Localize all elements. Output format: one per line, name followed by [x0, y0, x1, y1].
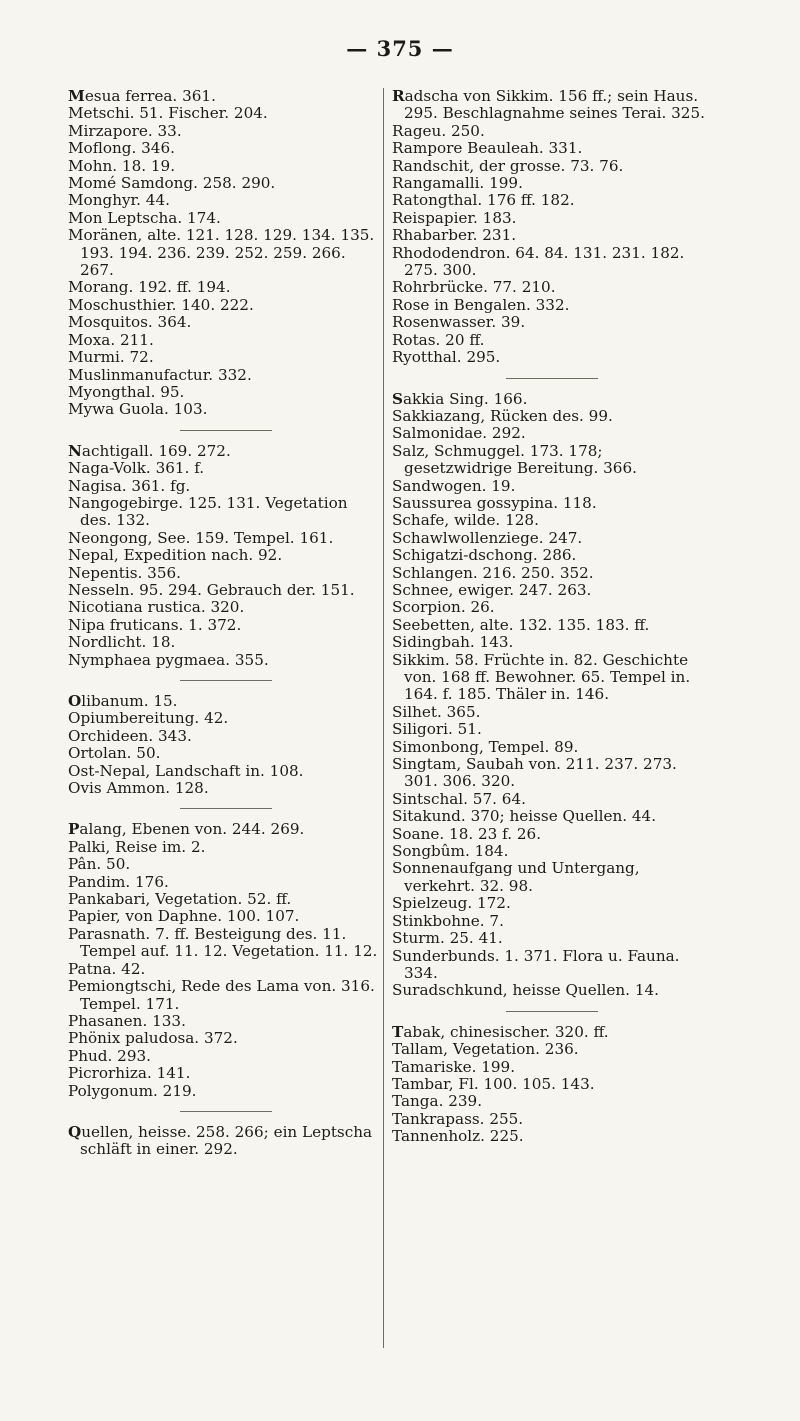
index-entry: Phud. 293.: [68, 1046, 151, 1065]
index-entry: Nipa fruticans. 1. 372.: [68, 615, 242, 634]
index-column-right: [392, 88, 712, 1146]
section-initial: P: [68, 820, 80, 839]
section-separator: [180, 808, 272, 809]
index-entry: Nachtigall. 169. 272.: [68, 441, 231, 460]
index-entry: Ortolan. 50.: [68, 744, 161, 763]
index-entry: Nepal, Expedition nach. 92.: [68, 546, 283, 565]
index-entry: Tamariske. 199.: [392, 1057, 516, 1076]
index-entry: Schlangen. 216. 250. 352.: [392, 563, 594, 582]
index-entry: Siligori. 51.: [392, 720, 482, 739]
index-entry: Pemiongtschi, Rede des Lama von. 316. Tempel. 171.: [68, 977, 375, 1013]
index-entry: Pandim. 176.: [68, 872, 169, 891]
index-entry: Palang, Ebenen von. 244. 269.: [68, 820, 305, 839]
index-column-left: [68, 88, 383, 1159]
index-entry: Radscha von Sikkim. 156 ff.; sein Haus. 295. Beschlagnahme seines Terai. 325.: [392, 87, 705, 123]
index-entry: Scorpion. 26.: [392, 598, 495, 617]
index-section: [68, 88, 383, 419]
index-entry: Ost-Nepal, Landschaft in. 108.: [68, 761, 304, 780]
index-entry: Phasanen. 133.: [68, 1011, 186, 1030]
index-entry: Olibanum. 15.: [68, 692, 178, 710]
index-entry: Singtam, Saubah von. 211. 237. 273. 301. 306. 320.: [392, 755, 677, 791]
index-entry: Opiumbereitung. 42.: [68, 709, 229, 728]
section-initial: N: [68, 441, 82, 460]
index-entry: Rose in Bengalen. 332.: [392, 295, 570, 314]
index-entry: Metschi. 51. Fischer. 204.: [68, 104, 268, 123]
index-entry: Mywa Guola. 103.: [68, 400, 208, 419]
index-entry: Patna. 42.: [68, 959, 146, 978]
section-initial: S: [392, 389, 403, 408]
index-section: [68, 443, 383, 669]
index-entry: Moxa. 211.: [68, 330, 154, 349]
index-entry: Nangogebirge. 125. 131. Vegetation des. 132.: [68, 493, 348, 530]
index-entry: Nymphaea pygmaea. 355.: [68, 650, 269, 669]
index-entry: Phönix paludosa. 372.: [68, 1029, 238, 1048]
index-entry: Ratongthal. 176 ff. 182.: [392, 191, 575, 210]
index-entry: Picrorhiza. 141.: [68, 1064, 191, 1083]
index-entry: Murmi. 72.: [68, 348, 154, 367]
index-entry: Mohn. 18. 19.: [68, 156, 176, 175]
index-entry: Nagisa. 361. fg.: [68, 476, 191, 495]
index-entry: Parasnath. 7. ff. Besteigung des. 11. Tempel auf. 11. 12. Vegetation. 11. 12.: [68, 924, 378, 961]
index-entry: Monghyr. 44.: [68, 191, 170, 210]
index-entry: Sidingbah. 143.: [392, 633, 514, 652]
section-initial: R: [392, 87, 405, 105]
index-entry: Tambar, Fl. 100. 105. 143.: [392, 1074, 595, 1093]
index-entry: Silhet. 365.: [392, 702, 481, 721]
index-entry: Songbûm. 184.: [392, 842, 509, 861]
index-entry: Moschusthier. 140. 222.: [68, 295, 254, 314]
index-entry: Tanga. 239.: [392, 1092, 483, 1111]
index-entry: Stinkbohne. 7.: [392, 911, 504, 930]
index-section: [68, 693, 383, 797]
index-entry: Nepentis. 356.: [68, 563, 181, 582]
index-entry: Tankrapass. 255.: [392, 1109, 524, 1128]
index-entry: Soane. 18. 23 f. 26.: [392, 824, 542, 843]
index-entry: Rosenwasser. 39.: [392, 313, 526, 332]
index-entry: Tabak, chinesischer. 320. ff.: [392, 1022, 609, 1041]
index-section: [392, 391, 712, 1000]
index-entry: Reispapier. 183.: [392, 208, 517, 227]
index-entry: Seebetten, alte. 132. 135. 183. ff.: [392, 615, 650, 634]
index-entry: Saussurea gossypina. 118.: [392, 493, 597, 512]
index-entry: Randschit, der grosse. 73. 76.: [392, 156, 624, 175]
index-entry: Schnee, ewiger. 247. 263.: [392, 580, 592, 599]
index-entry: Mosquitos. 364.: [68, 313, 192, 332]
index-entry: Sintschal. 57. 64.: [392, 789, 526, 808]
index-section: [392, 1024, 712, 1146]
index-entry: Mesua ferrea. 361.: [68, 87, 216, 105]
index-entry: Salmonidae. 292.: [392, 424, 526, 443]
section-separator: [180, 1111, 272, 1112]
index-entry: Spielzeug. 172.: [392, 894, 511, 913]
section-initial: T: [392, 1022, 404, 1041]
index-entry: Momé Samdong. 258. 290.: [68, 174, 276, 193]
index-entry: Nesseln. 95. 294. Gebrauch der. 151.: [68, 580, 355, 599]
index-section: [392, 88, 712, 367]
index-entry: Moflong. 346.: [68, 139, 175, 158]
index-entry: Sakkia Sing. 166.: [392, 389, 528, 408]
index-entry: Schigatzi-dschong. 286.: [392, 546, 577, 565]
index-entry: Ryotthal. 295.: [392, 348, 501, 367]
index-entry: Mirzapore. 33.: [68, 121, 182, 140]
index-entry: Pankabari, Vegetation. 52. ff.: [68, 890, 292, 909]
index-entry: Tannenholz. 225.: [392, 1127, 524, 1146]
index-entry: Quellen, heisse. 258. 266; ein Leptscha schläft in einer. 292.: [68, 1122, 373, 1159]
section-separator: [180, 680, 272, 681]
section-separator: [180, 430, 272, 431]
index-entry: Rohrbrücke. 77. 210.: [392, 278, 556, 297]
index-entry: Simonbong, Tempel. 89.: [392, 737, 579, 756]
index-entry: Pân. 50.: [68, 855, 131, 874]
index-entry: Schawlwollenziege. 247.: [392, 528, 583, 547]
index-entry: Sitakund. 370; heisse Quellen. 44.: [392, 807, 657, 826]
index-entry: Polygonum. 219.: [68, 1081, 197, 1100]
index-entry: Sandwogen. 19.: [392, 476, 516, 495]
index-entry: Nicotiana rustica. 320.: [68, 598, 245, 617]
index-entry: Naga-Volk. 361. f.: [68, 459, 205, 478]
index-entry: Orchideen. 343.: [68, 726, 192, 745]
page-number: — 375 —: [346, 36, 454, 61]
section-initial: M: [68, 87, 85, 105]
index-entry: Rampore Beauleah. 331.: [392, 139, 583, 158]
index-entry: Rhododendron. 64. 84. 131. 231. 182. 275. 300.: [392, 243, 685, 280]
index-entry: Sonnenaufgang und Untergang, verkehrt. 32. 98.: [392, 859, 640, 895]
index-section: [68, 821, 383, 1100]
section-separator: [506, 1011, 598, 1012]
index-entry: Ovis Ammon. 128.: [68, 779, 209, 798]
index-entry: Tallam, Vegetation. 236.: [392, 1040, 579, 1059]
index-entry: Papier, von Daphne. 100. 107.: [68, 907, 300, 926]
index-entry: Rhabarber. 231.: [392, 226, 517, 245]
index-entry: Sunderbunds. 1. 371. Flora u. Fauna. 334.: [392, 946, 680, 982]
index-entry: Sakkiazang, Rücken des. 99.: [392, 406, 613, 425]
index-section: [68, 1124, 383, 1159]
index-entry: Rageu. 250.: [392, 121, 485, 140]
index-entry: Muslinmanufactur. 332.: [68, 365, 252, 384]
index-entry: Nordlicht. 18.: [68, 633, 176, 652]
index-entry: Palki, Reise im. 2.: [68, 837, 206, 856]
index-entry: Rotas. 20 ff.: [392, 330, 485, 349]
index-entry: Morang. 192. ff. 194.: [68, 278, 231, 297]
index-entry: Mon Leptscha. 174.: [68, 208, 221, 227]
section-initial: O: [68, 692, 82, 710]
index-entry: Neongong, See. 159. Tempel. 161.: [68, 528, 334, 547]
index-entry: Salz, Schmuggel. 173. 178; gesetzwidrige Bereitung. 366.: [392, 441, 637, 478]
index-entry: Sturm. 25. 41.: [392, 929, 503, 948]
index-entry: Schafe, wilde. 128.: [392, 511, 539, 530]
index-entry: Rangamalli. 199.: [392, 174, 523, 193]
column-divider: [383, 88, 384, 1348]
index-entry: Suradschkund, heisse Quellen. 14.: [392, 981, 659, 1000]
section-separator: [506, 378, 598, 379]
index-entry: Sikkim. 58. Früchte in. 82. Geschichte von. 168 ff. Bewohner. 65. Tempel in. 164. f. 185. Thäler in. 146.: [392, 650, 691, 704]
index-entry: Myongthal. 95.: [68, 382, 185, 401]
index-entry: Moränen, alte. 121. 128. 129. 134. 135. 193. 194. 236. 239. 252. 259. 266. 267.: [68, 226, 375, 280]
section-initial: Q: [68, 1122, 82, 1141]
